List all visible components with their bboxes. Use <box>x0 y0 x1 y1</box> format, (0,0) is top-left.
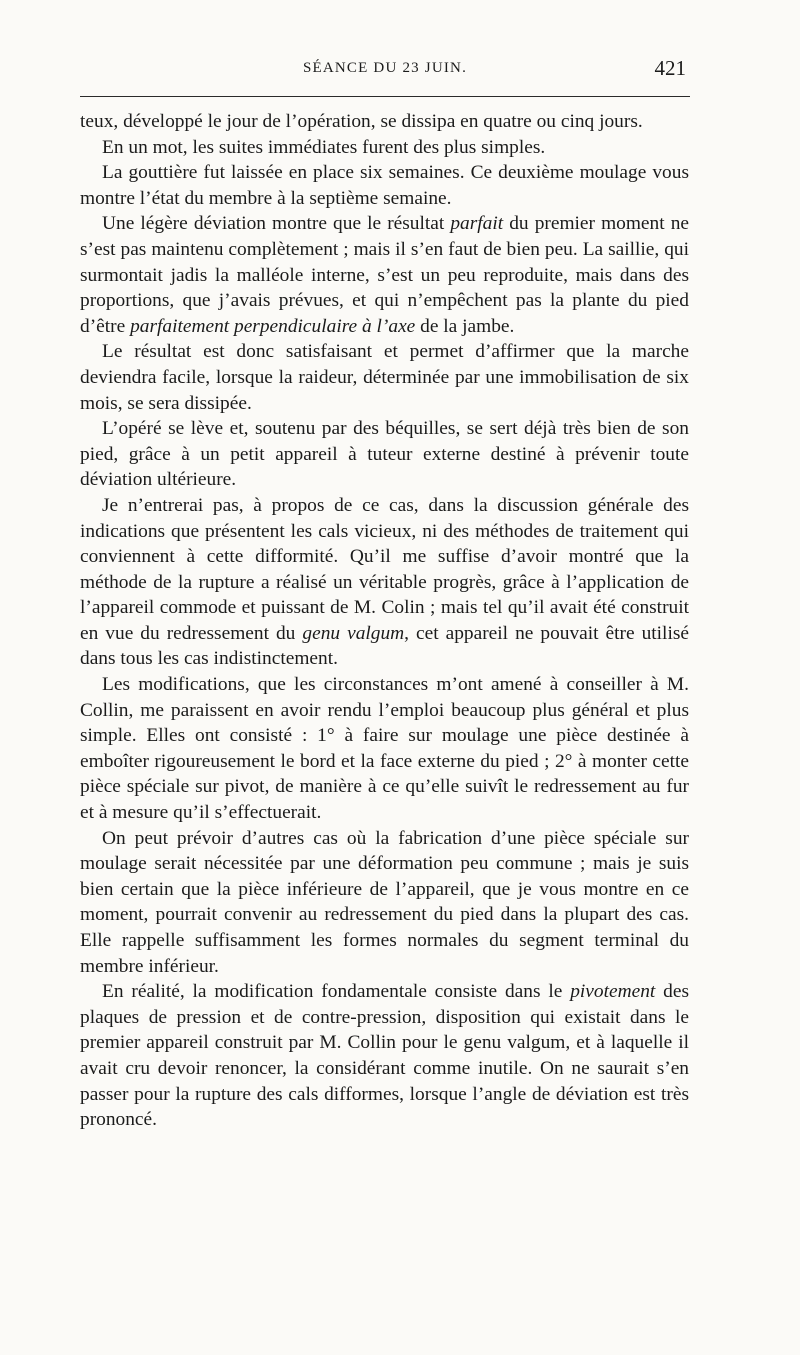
paragraph <box>80 979 689 1133</box>
paragraph <box>80 672 689 826</box>
paragraph <box>80 160 689 211</box>
text-run: de la jambe. <box>415 315 515 337</box>
header-rule <box>80 96 690 97</box>
italic-run: parfaitement perpendiculaire à l’axe <box>130 315 416 337</box>
italic-run: parfait <box>450 213 504 235</box>
paragraph <box>80 135 689 161</box>
text-run: , cet appareil ne pouvait être utilisé dans tous les cas indistinctement. <box>80 622 689 670</box>
page-number: 421 <box>654 56 686 80</box>
page-header <box>80 56 690 90</box>
text-run: En un mot, les suites immédiates furent des plus simples. <box>102 136 546 158</box>
body-text <box>80 109 689 1133</box>
text-run: des plaques de pression et de contre-pression, disposition qui existait dans le premier appareil construit par M. Collin pour le genu valgum, et à laquelle il avait cru devoir renoncer, la considérant comme inutile. On ne saurait s’en passer pour la rupture des cals difformes, lorsque l’angle de déviation est très prononcé. <box>80 981 689 1131</box>
paragraph <box>80 211 689 339</box>
paragraph <box>80 416 689 493</box>
text-run: du premier moment ne s’est pas maintenu complètement ; mais il s’en faut de bien peu. La saillie, qui surmontait jadis la malléole interne, s’est un peu reproduite, mais dans des proportions, que j’avais prévues, et qui n’empêchent pas la plante du pied d’être <box>80 213 689 337</box>
text-run: On peut prévoir d’autres cas où la fabrication d’une pièce spéciale sur moulage serait nécessitée par une déformation peu commune ; mais je suis bien certain que la pièce inférieure de l’appareil, que je vous montre en ce moment, pourrait convenir au redressement du pied dans la plupart des cas. Elle rappelle suffisamment les formes normales du segment terminal du membre inférieur. <box>80 827 689 977</box>
text-run: Les modifications, que les circonstances m’ont amené à conseiller à M. Collin, me paraissent en avoir rendu l’emploi beaucoup plus général et plus simple. Elles ont consisté : 1° à faire sur moulage une pièce destinée à emboîter rigoureusement le bord et la face externe du pied ; 2° à monter cette pièce spéciale sur pivot, de manière à ce qu’elle suivît le redressement au fur et à mesure qu’il s’effectuerait. <box>80 674 689 824</box>
italic-run: pivotement <box>570 981 656 1003</box>
text-run: L’opéré se lève et, soutenu par des béquilles, se sert déjà très bien de son pied, grâce à un petit appareil à tuteur externe destiné à prévenir toute déviation ultérieure. <box>80 418 689 491</box>
italic-run: genu valgum <box>302 622 405 644</box>
running-head: SÉANCE DU 23 JUIN. <box>302 60 468 76</box>
paragraph <box>80 109 689 135</box>
text-run: La gouttière fut laissée en place six semaines. Ce deuxième moulage vous montre l’état du membre à la septième semaine. <box>80 162 689 209</box>
text-run: Une légère déviation montre que le résultat <box>102 213 451 235</box>
paragraph <box>80 826 689 980</box>
text-run: En réalité, la modification fondamentale consiste dans le <box>102 981 571 1003</box>
paragraph <box>80 493 689 672</box>
text-run: teux, développé le jour de l’opération, se dissipa en quatre ou cinq jours. <box>80 111 643 132</box>
text-run: Le résultat est donc satisfaisant et permet d’affirmer que la marche deviendra facile, lorsque la raideur, déterminée par une immobilisation de six mois, se sera dissipée. <box>80 341 689 414</box>
text-run: Je n’entrerai pas, à propos de ce cas, dans la discussion générale des indications que présentent les cals vicieux, ni des méthodes de traitement qui conviennent à cette difformité. Qu’il me suffise d’avoir montré que la méthode de la rupture a réalisé un véritable progrès, grâce à l’application de l’appareil commode et puissant de M. Colin ; mais tel qu’il avait été construit en vue du redressement du <box>80 494 689 644</box>
paragraph <box>80 339 689 416</box>
